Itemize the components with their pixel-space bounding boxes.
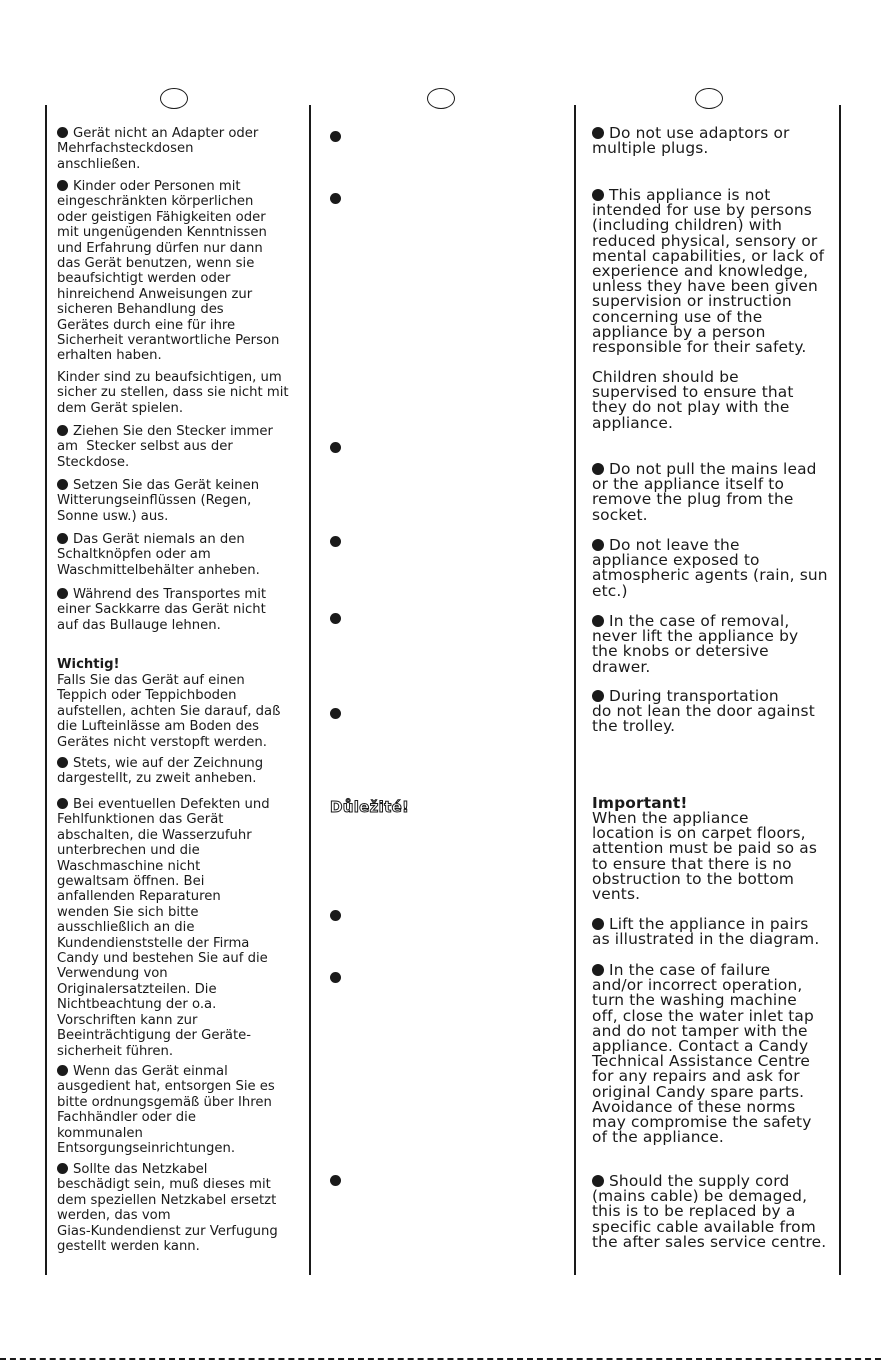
- english-paragraph: Do not use adaptors or multiple plugs.: [592, 124, 790, 158]
- bullet-icon: [592, 189, 604, 201]
- german-paragraph: Ziehen Sie den Stecker immer am Stecker selbst aus der Steckdose.: [57, 424, 273, 470]
- language-marker-circle-german: [160, 88, 188, 109]
- bullet-icon: [330, 972, 341, 983]
- english-paragraph: Do not leave the appliance exposed to atmospheric agents (rain, sun etc.): [592, 536, 828, 600]
- bullet-icon: [330, 910, 341, 921]
- german-paragraph: Stets, wie auf der Zeichnung dargestellt, zu zweit anheben.: [57, 756, 264, 787]
- german-paragraph: Sollte das Netzkabel beschädigt sein, muß dieses mit dem speziellen Netzkabel ersetzt werden, das vom Gias-Kundendienst zur Verfugung gestellt werden kann.: [57, 1162, 278, 1255]
- english-important-heading: Important!: [592, 794, 688, 812]
- bullet-icon: [57, 757, 68, 768]
- bullet-icon: [330, 131, 341, 142]
- english-paragraph: During transportation do not lean the door against the trolley.: [592, 687, 815, 736]
- column-divider-left: [45, 105, 47, 1275]
- bullet-icon: [57, 425, 68, 436]
- bullet-icon: [592, 690, 604, 702]
- bullet-icon: [592, 615, 604, 627]
- english-paragraph: Children should be supervised to ensure that they do not play with the appliance.: [592, 368, 794, 432]
- bullet-icon: [57, 1163, 68, 1174]
- bullet-icon: [330, 708, 341, 719]
- german-paragraph: Wenn das Gerät einmal ausgedient hat, entsorgen Sie es bitte ordnungsgemäß über Ihren Fachhändler oder die kommunalen Entsorgungseinrichtungen.: [57, 1064, 275, 1157]
- language-marker-circle-english: [695, 88, 723, 109]
- english-paragraph: Do not pull the mains lead or the appliance itself to remove the plug from the socket.: [592, 460, 817, 524]
- bullet-icon: [592, 539, 604, 551]
- bullet-icon: [57, 533, 68, 544]
- column-divider-right-a: [574, 105, 576, 1275]
- german-paragraph: Gerät nicht an Adapter oder Mehrfachsteckdosen anschließen.: [57, 126, 259, 172]
- german-paragraph: Setzen Sie das Gerät keinen Witterungseinflüssen (Regen, Sonne usw.) aus.: [57, 478, 260, 524]
- column-divider-center: [309, 105, 311, 1275]
- bullet-icon: [57, 1065, 68, 1076]
- language-marker-circle-czech: [427, 88, 455, 109]
- bullet-icon: [330, 442, 341, 453]
- bullet-icon: [57, 479, 68, 490]
- column-divider-right-b: [839, 105, 841, 1275]
- english-paragraph: This appliance is not intended for use by persons (including children) with reduced physical, sensory or mental capabilities, or lack of experience and knowledge, unless they have been given supervision or instruction concerning use of the appliance by a person responsible for their safety.: [592, 186, 825, 357]
- bullet-icon: [57, 180, 68, 191]
- bullet-icon: [592, 463, 604, 475]
- english-paragraph: Should the supply cord (mains cable) be demaged, this is to be replaced by a specific cable available from the after sales service centre.: [592, 1172, 827, 1251]
- english-paragraph: When the appliance location is on carpet floors, attention must be paid so as to ensure that there is no obstruction to the bottom vents.: [592, 809, 818, 904]
- bullet-icon: [330, 193, 341, 204]
- english-paragraph: In the case of removal, never lift the appliance by the knobs or detersive drawer.: [592, 612, 799, 676]
- english-paragraph: Lift the appliance in pairs as illustrated in the diagram.: [592, 915, 820, 949]
- czech-important-heading: Důležité!: [330, 798, 410, 816]
- bullet-icon: [592, 127, 604, 139]
- bullet-icon: [330, 536, 341, 547]
- bullet-icon: [57, 127, 68, 138]
- bottom-dashed-rule: [0, 1358, 881, 1360]
- german-paragraph: Das Gerät niemals an den Schaltknöpfen oder am Waschmittelbehälter anheben.: [57, 532, 260, 578]
- bullet-icon: [57, 588, 68, 599]
- german-paragraph: Kinder oder Personen mit eingeschränkten körperlichen oder geistigen Fähigkeiten oder mit ungenügenden Kenntnissen und Erfahrung dürfen nur dann das Gerät benutzen, wenn sie beaufsichtigt werden oder hinreichend Anweisungen zur sicheren Behandlung des Gerätes durch eine für ihre Sicherheit verantwortliche Person erhalten haben.: [57, 179, 280, 364]
- bullet-icon: [57, 798, 68, 809]
- german-paragraph: Falls Sie das Gerät auf einen Teppich oder Teppichboden aufstellen, achten Sie darauf, daß die Lufteinlässe am Boden des Gerätes nicht verstopft werden.: [57, 673, 281, 750]
- german-paragraph: Kinder sind zu beaufsichtigen, um sicher zu stellen, dass sie nicht mit dem Gerät spielen.: [57, 370, 289, 416]
- german-important-heading: Wichtig!: [57, 657, 120, 672]
- bullet-icon: [592, 918, 604, 930]
- bullet-icon: [330, 613, 341, 624]
- german-paragraph: Während des Transportes mit einer Sackkarre das Gerät nicht auf das Bullauge lehnen.: [57, 587, 267, 633]
- bullet-icon: [330, 1175, 341, 1186]
- bullet-icon: [592, 1175, 604, 1187]
- english-paragraph: In the case of failure and/or incorrect operation, turn the washing machine off, close the water inlet tap and do not tamper with the appliance. Contact a Candy Technical Assistance Centre for any repairs and ask for original Candy spare parts. Avoidance of these norms may compromise the safety of the appliance.: [592, 961, 814, 1147]
- german-paragraph: Bei eventuellen Defekten und Fehlfunktionen das Gerät abschalten, die Wasserzufuhr unterbrechen und die Waschmaschine nicht gewaltsam öffnen. Bei anfallenden Reparaturen wenden Sie sich bitte ausschließlich an die Kundendienststelle der Firma Candy und bestehen Sie auf die Verwendung von Originalersatzteilen. Die Nichtbeachtung der o.a. Vorschriften kann zur Beeinträchtigung der Geräte- sicherheit führen.: [57, 797, 270, 1059]
- bullet-icon: [592, 964, 604, 976]
